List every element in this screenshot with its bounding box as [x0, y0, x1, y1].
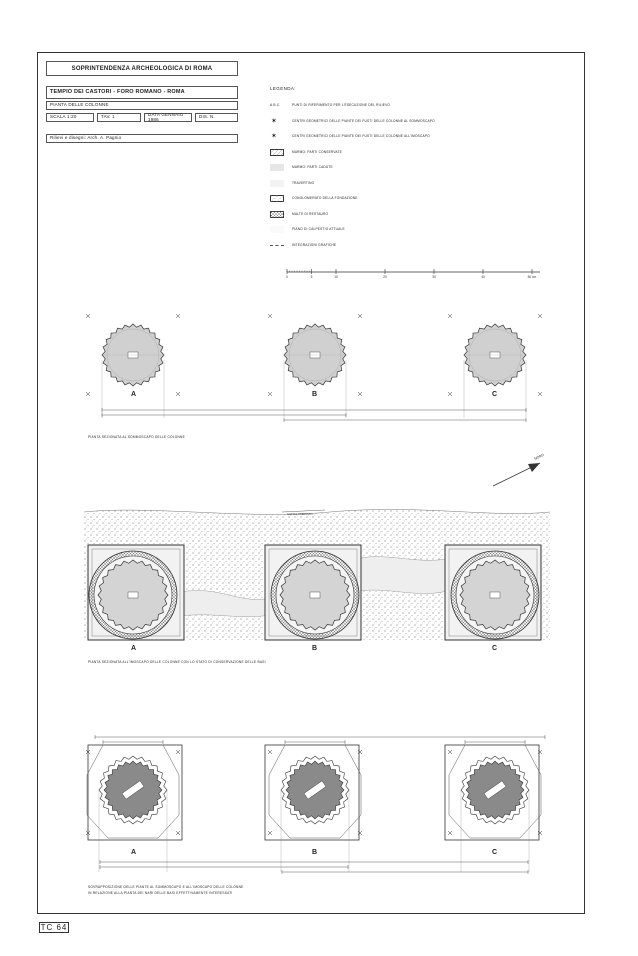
label-upper-b: B: [312, 391, 318, 398]
legend-item-3: MARMO: PARTI CONSERVATE: [292, 149, 342, 154]
upper-plan: [86, 314, 542, 422]
caption-upper: PIANTA SEZIONATA AL SOMMOSCAPO DELLE COLONNE: [88, 435, 185, 439]
scale-tick-label: 10: [334, 275, 338, 279]
legend-item-0: PUNTI DI RIFERIMENTO PER L'ESECUZIONE DEL RILIEVO: [292, 103, 391, 107]
legend-center-symbol: ✶: [271, 133, 278, 140]
title-monument: TEMPIO DEI CASTORI - FORO ROMANO - ROMA: [46, 86, 238, 99]
legend-item-6: CONGLOMERATO DELLA FONDAZIONE: [292, 196, 358, 200]
label-upper-c: C: [492, 391, 498, 398]
title-date: DATA GENNAIO 1986: [144, 113, 192, 122]
archive-stamp: TC 64: [40, 923, 68, 932]
scale-tick-label: 30: [432, 275, 436, 279]
title-surveyors: Rilievi e disegni: Arch. A. Pagnio: [46, 134, 238, 143]
legend-item-9: INTEGRAZIONI GRAFICHE: [292, 242, 337, 247]
column-center-label-box: [128, 592, 138, 598]
mortar-fill: [355, 557, 450, 594]
title-drawing-no: DIS. N.: [195, 113, 238, 122]
label-lower-a: A: [131, 849, 137, 856]
legend-item-7: MALTE DI RESTAURO: [292, 211, 329, 216]
legend-item-2: CENTRI GEOMETRICI DELLE PIANTE DEI FUSTI DELLE COLONNE ALL'IMOSCAPO: [292, 134, 430, 138]
column-center-label-box: [310, 592, 320, 598]
north-arrow: [493, 453, 545, 486]
scale-tick-label: 40: [481, 275, 485, 279]
title-authority: SOPRINTENDENZA ARCHEOLOGICA DI ROMA: [46, 61, 238, 76]
title-subject: PIANTA DELLE COLONNE: [46, 101, 238, 110]
north-arrow-label: NORD: [533, 452, 545, 461]
caption-lower-1: SOVRAPPOSIZIONE DELLE PIANTE AL SOMMOSCAPO E ALL'IMOSCAPO DELLE COLONNE: [88, 885, 244, 889]
scale-bar: [286, 269, 540, 279]
label-lower-c: C: [492, 849, 498, 856]
legend-item-8: PIANO DI CALPESTIO ATTUALE: [292, 227, 345, 231]
scale-tick-label: 20: [383, 275, 387, 279]
title-scale: SCALA 1:20: [46, 113, 94, 122]
annotation-conglomerate: CONGLOMERATO: [287, 512, 313, 516]
legend-item-1: CENTRI GEOMETRICI DELLE PIANTE DEI FUSTI DELLE COLONNE AL SOMMOSCAPO: [292, 118, 435, 123]
legend-title: LEGENDA:: [270, 86, 296, 91]
scale-tick-label: 5: [310, 275, 313, 279]
label-middle-c: C: [492, 645, 498, 652]
legend-item-5: TRAVERTINO: [292, 180, 315, 185]
caption-middle: PIANTA SEZIONATA ALL'IMOSCAPO DELLE COLONNE CON LO STATO DI CONSERVAZIONE DELLE BASI: [88, 660, 266, 664]
label-lower-b: B: [312, 849, 318, 856]
middle-plan: [84, 509, 550, 640]
label-upper-a: A: [131, 391, 137, 398]
legend-center-symbol: ✶: [271, 117, 278, 125]
scale-tick-label: 50 cm: [527, 275, 537, 279]
caption-lower-2: IN RELAZIONE ALLA PIANTA DEI NARI DELLE BASI EFFETTIVAMENTE INTERESSATI: [88, 891, 233, 895]
label-middle-a: A: [131, 645, 137, 652]
title-table: TAV. 1: [97, 113, 141, 122]
column-center-label-box: [490, 592, 500, 598]
label-middle-b: B: [312, 645, 318, 652]
scale-tick-label: 0: [286, 275, 288, 279]
north-arrow-head: [528, 463, 540, 472]
lower-plan: [86, 735, 545, 874]
legend-item-4: MARMO: PARTI CADUTE: [292, 165, 333, 169]
legend-code: A.B.C.: [270, 103, 281, 107]
